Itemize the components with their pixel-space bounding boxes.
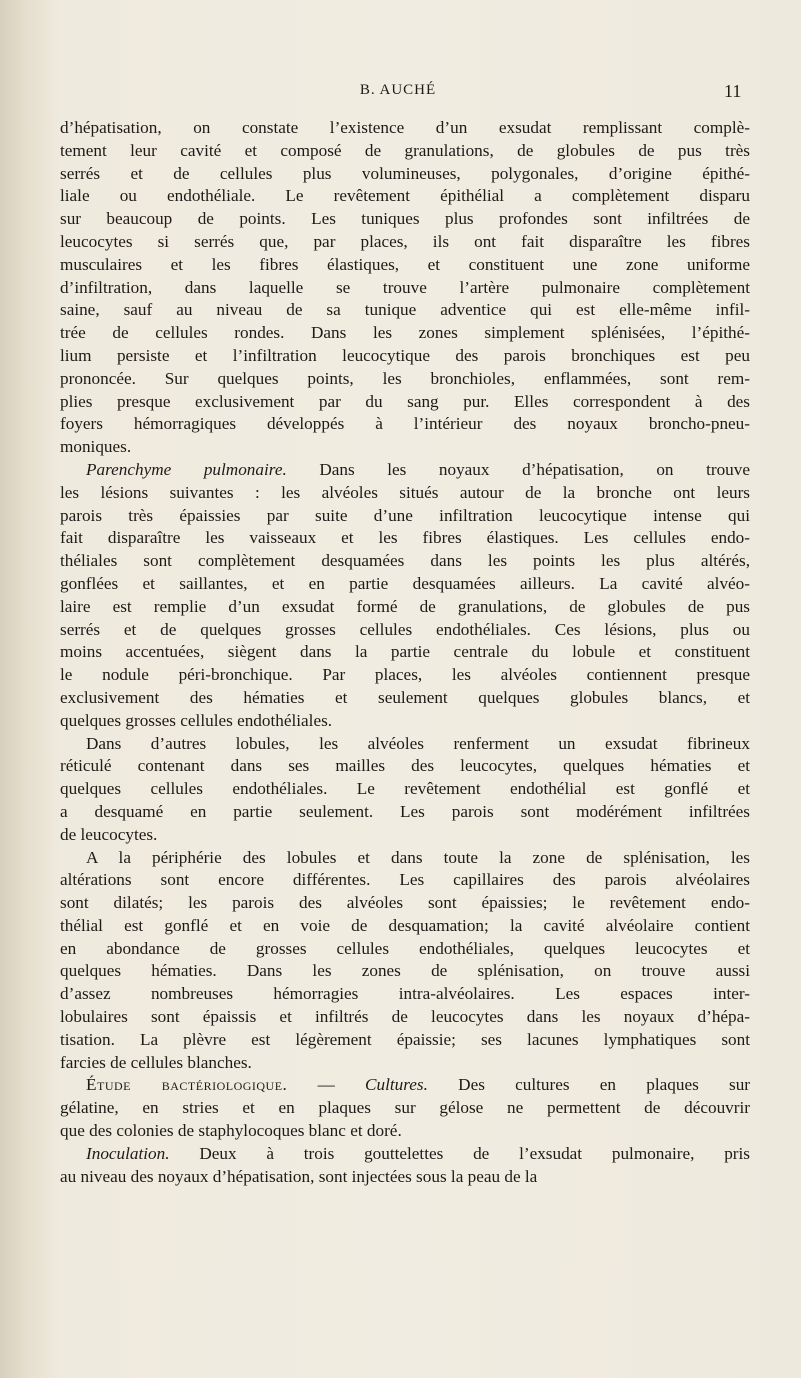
text-line: prononcée. Sur quelques points, les bronchioles, enflammées, sont rem-	[60, 368, 750, 388]
text-line: liale ou endothéliale. Le revêtement épithélial a complètement disparu	[60, 186, 750, 206]
text-line: farcies de cellules blanches.	[60, 1052, 252, 1072]
text-line: trée de cellules rondes. Dans les zones simplement splénisées, l’épithé-	[60, 323, 750, 343]
text-line: moniques.	[60, 437, 132, 457]
text-line: lium persiste et l’infiltration leucocytique des parois bronchiques est peu	[60, 345, 750, 365]
text-line: quelques hématies. Dans les zones de splénisation, on trouve aussi	[60, 961, 750, 981]
paragraph-start-line	[60, 1074, 750, 1097]
running-title: B. AUCHÉ	[359, 82, 437, 98]
text-line: d’assez nombreuses hémorragies intra-alvéolaires. Les espaces inter-	[60, 984, 750, 1004]
section-heading-etude: Étude bactériologique.	[86, 1075, 288, 1095]
section-heading-parenchyme: Parenchyme pulmonaire.	[86, 459, 287, 479]
text-line: quelques grosses cellules endothéliales.	[60, 710, 333, 730]
text-line: serrés et de quelques grosses cellules endothéliales. Ces lésions, plus ou	[60, 619, 750, 639]
text-line: au niveau des noyaux d’hépatisation, sont injectées sous la peau de la	[60, 1166, 538, 1186]
page-header	[0, 82, 801, 102]
text-line: serrés et de cellules plus volumineuses, polygonales, d’origine épithé-	[60, 163, 750, 183]
text-line: en abondance de grosses cellules endothéliales, quelques leucocytes et	[60, 938, 750, 958]
subheading-cultures: Cultures.	[365, 1075, 428, 1095]
text-run: —	[287, 1075, 366, 1095]
text-line: fait disparaître les vaisseaux et les fibres élastiques. Les cellules endo-	[60, 528, 750, 548]
text-line: altérations sont encore différentes. Les capillaires des parois alvéolaires	[60, 870, 750, 890]
text-line: a desquamé en partie seulement. Les parois sont modérément infiltrées	[60, 801, 750, 821]
text-line: lobulaires sont épaissis et infiltrés de leucocytes dans les noyaux d’hépa-	[60, 1007, 750, 1027]
text-line: d’infiltration, dans laquelle se trouve l’artère pulmonaire complètement	[60, 277, 750, 297]
text-line: moins accentuées, siègent dans la partie centrale du lobule et constituent	[60, 642, 750, 662]
text-run: Deux à trois gouttelettes de l’exsudat pulmonaire, pris	[169, 1143, 750, 1163]
subheading-inoculation: Inoculation.	[86, 1143, 170, 1163]
text-line: foyers hémorragiques développés à l’intérieur des noyaux broncho-pneu-	[60, 414, 750, 434]
text-line: exclusivement des hématies et seulement quelques globules blancs, et	[60, 687, 750, 707]
text-run: Dans les noyaux d’hépatisation, on trouve	[286, 459, 750, 479]
text-line: d’hépatisation, on constate l’existence d’un exsudat remplissant complè-	[60, 118, 750, 137]
text-line: thélial est gonflé et en voie de desquamation; la cavité alvéolaire contient	[60, 915, 750, 935]
paragraph-start-line	[60, 459, 750, 482]
text-line: musculaires et les fibres élastiques, et constituent une zone uniforme	[60, 254, 750, 274]
text-line: sont dilatés; les parois des alvéoles sont épaissies; le revêtement endo-	[60, 893, 750, 913]
text-line: Dans d’autres lobules, les alvéoles renferment un exsudat fibrineux	[86, 733, 750, 753]
text-line: parois très épaissies par suite d’une infiltration leucocytique intense qui	[60, 505, 750, 525]
paragraph-start-line	[60, 1143, 750, 1166]
page-number: 11	[724, 81, 742, 101]
text-line: A la périphérie des lobules et dans toute la zone de splénisation, les	[86, 847, 750, 867]
text-line: réticulé contenant dans ses mailles des leucocytes, quelques hématies et	[60, 756, 750, 776]
text-line: gonflées et saillantes, et en partie desquamées ailleurs. La cavité alvéo-	[60, 573, 750, 593]
text-line: sur beaucoup de points. Les tuniques plus profondes sont infiltrées de	[60, 209, 750, 229]
body-text	[60, 117, 750, 1188]
text-line: le nodule péri-bronchique. Par places, les alvéoles contiennent presque	[60, 665, 750, 685]
text-line: théliales sont complètement desquamées dans les points les plus altérés,	[60, 551, 750, 571]
text-line: tisation. La plèvre est légèrement épaissie; ses lacunes lymphatiques sont	[60, 1029, 750, 1049]
text-line: que des colonies de staphylocoques blanc et doré.	[60, 1121, 402, 1141]
text-line: tement leur cavité et composé de granulations, de globules de pus très	[60, 140, 750, 160]
text-run: Des cultures en plaques sur	[427, 1075, 750, 1095]
text-line: de leucocytes.	[60, 824, 158, 844]
text-line: gélatine, en stries et en plaques sur gélose ne permettent de découvrir	[60, 1098, 750, 1118]
text-line: leucocytes si serrés que, par places, ils ont fait disparaître les fibres	[60, 231, 750, 251]
text-line: laire est remplie d’un exsudat formé de granulations, de globules de pus	[60, 596, 750, 616]
text-line: quelques cellules endothéliales. Le revêtement endothélial est gonflé et	[60, 779, 750, 799]
text-line: saine, sauf au niveau de sa tunique adventice qui est elle-même infil-	[60, 300, 750, 320]
text-line: plies presque exclusivement par du sang pur. Elles correspondent à des	[60, 391, 750, 411]
text-line: les lésions suivantes : les alvéoles situés autour de la bronche ont leurs	[60, 482, 750, 502]
